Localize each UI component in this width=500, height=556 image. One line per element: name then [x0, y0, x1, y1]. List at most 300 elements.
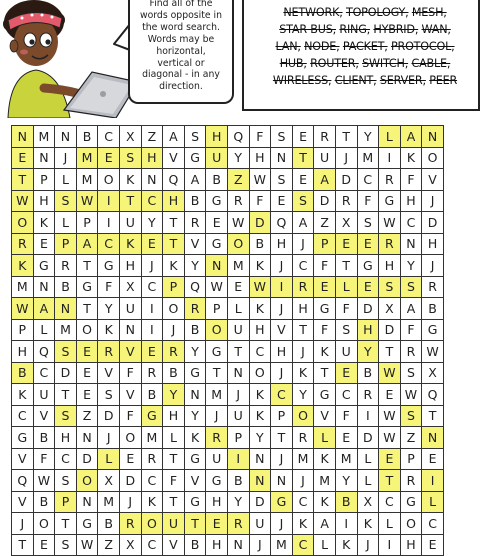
grid-cell[interactable]: T: [292, 147, 314, 169]
grid-cell[interactable]: Y: [400, 255, 422, 277]
grid-cell[interactable]: M: [314, 470, 336, 492]
grid-cell[interactable]: H: [357, 319, 379, 341]
grid-cell[interactable]: S: [400, 405, 422, 427]
grid-cell[interactable]: R: [292, 276, 314, 298]
grid-cell[interactable]: E: [119, 448, 141, 470]
grid-cell[interactable]: M: [12, 276, 34, 298]
grid-cell[interactable]: N: [119, 319, 141, 341]
grid-cell[interactable]: T: [76, 298, 98, 320]
grid-cell[interactable]: R: [98, 341, 120, 363]
grid-cell[interactable]: A: [163, 126, 185, 148]
grid-cell[interactable]: K: [400, 147, 422, 169]
grid-cell[interactable]: L: [357, 448, 379, 470]
grid-cell[interactable]: A: [76, 233, 98, 255]
grid-cell[interactable]: U: [249, 513, 271, 535]
grid-cell[interactable]: J: [141, 255, 163, 277]
grid-cell[interactable]: E: [206, 212, 228, 234]
grid-cell[interactable]: O: [400, 513, 422, 535]
grid-cell[interactable]: J: [292, 470, 314, 492]
grid-cell[interactable]: N: [184, 384, 206, 406]
grid-cell[interactable]: K: [249, 384, 271, 406]
grid-cell[interactable]: T: [163, 212, 185, 234]
grid-cell[interactable]: V: [98, 362, 120, 384]
grid-cell[interactable]: J: [335, 147, 357, 169]
grid-cell[interactable]: R: [184, 212, 206, 234]
grid-cell[interactable]: W: [12, 190, 34, 212]
grid-cell[interactable]: B: [184, 534, 206, 556]
grid-cell[interactable]: S: [357, 212, 379, 234]
grid-cell[interactable]: N: [400, 233, 422, 255]
grid-cell[interactable]: T: [271, 427, 293, 449]
grid-cell[interactable]: C: [141, 190, 163, 212]
grid-cell[interactable]: Q: [33, 341, 55, 363]
grid-cell[interactable]: T: [12, 534, 34, 556]
grid-cell[interactable]: G: [400, 491, 422, 513]
grid-cell[interactable]: Y: [357, 341, 379, 363]
grid-cell[interactable]: N: [249, 470, 271, 492]
grid-cell[interactable]: L: [422, 491, 444, 513]
grid-cell[interactable]: A: [400, 298, 422, 320]
grid-cell[interactable]: T: [314, 362, 336, 384]
grid-cell[interactable]: R: [379, 233, 401, 255]
grid-cell[interactable]: B: [184, 319, 206, 341]
grid-cell[interactable]: N: [271, 147, 293, 169]
grid-cell[interactable]: R: [55, 255, 77, 277]
grid-cell[interactable]: L: [357, 470, 379, 492]
grid-cell[interactable]: F: [249, 126, 271, 148]
grid-cell[interactable]: W: [249, 276, 271, 298]
grid-cell[interactable]: F: [119, 362, 141, 384]
grid-cell[interactable]: R: [357, 384, 379, 406]
grid-cell[interactable]: W: [379, 427, 401, 449]
grid-cell[interactable]: G: [422, 319, 444, 341]
grid-cell[interactable]: G: [314, 384, 336, 406]
grid-cell[interactable]: S: [184, 126, 206, 148]
grid-cell[interactable]: O: [98, 169, 120, 191]
grid-cell[interactable]: N: [33, 276, 55, 298]
grid-cell[interactable]: S: [271, 126, 293, 148]
grid-cell[interactable]: L: [314, 534, 336, 556]
grid-cell[interactable]: O: [76, 319, 98, 341]
grid-cell[interactable]: S: [292, 190, 314, 212]
grid-cell[interactable]: K: [119, 169, 141, 191]
grid-cell[interactable]: K: [314, 341, 336, 363]
grid-cell[interactable]: H: [163, 190, 185, 212]
grid-cell[interactable]: W: [400, 384, 422, 406]
grid-cell[interactable]: H: [271, 233, 293, 255]
grid-cell[interactable]: W: [76, 534, 98, 556]
grid-cell[interactable]: R: [119, 513, 141, 535]
grid-cell[interactable]: G: [184, 147, 206, 169]
grid-cell[interactable]: J: [55, 147, 77, 169]
grid-cell[interactable]: V: [12, 491, 34, 513]
grid-cell[interactable]: D: [357, 298, 379, 320]
grid-cell[interactable]: B: [33, 491, 55, 513]
grid-cell[interactable]: S: [400, 362, 422, 384]
grid-cell[interactable]: A: [33, 298, 55, 320]
grid-cell[interactable]: C: [55, 448, 77, 470]
grid-cell[interactable]: B: [55, 276, 77, 298]
grid-cell[interactable]: E: [12, 147, 34, 169]
grid-cell[interactable]: Q: [271, 212, 293, 234]
grid-cell[interactable]: O: [206, 319, 228, 341]
grid-cell[interactable]: S: [379, 276, 401, 298]
grid-cell[interactable]: H: [163, 405, 185, 427]
grid-cell[interactable]: B: [141, 384, 163, 406]
grid-cell[interactable]: P: [206, 298, 228, 320]
grid-cell[interactable]: H: [379, 255, 401, 277]
grid-cell[interactable]: K: [119, 233, 141, 255]
grid-cell[interactable]: H: [249, 147, 271, 169]
grid-cell[interactable]: G: [206, 233, 228, 255]
grid-cell[interactable]: Y: [227, 147, 249, 169]
grid-cell[interactable]: T: [206, 362, 228, 384]
grid-cell[interactable]: R: [141, 448, 163, 470]
grid-cell[interactable]: N: [249, 448, 271, 470]
grid-cell[interactable]: J: [271, 255, 293, 277]
grid-cell[interactable]: D: [357, 427, 379, 449]
grid-cell[interactable]: L: [33, 319, 55, 341]
grid-cell[interactable]: E: [335, 362, 357, 384]
grid-cell[interactable]: B: [98, 513, 120, 535]
grid-cell[interactable]: B: [163, 362, 185, 384]
grid-cell[interactable]: E: [227, 276, 249, 298]
grid-cell[interactable]: Y: [357, 126, 379, 148]
grid-cell[interactable]: L: [335, 276, 357, 298]
grid-cell[interactable]: D: [119, 470, 141, 492]
grid-cell[interactable]: N: [76, 491, 98, 513]
grid-cell[interactable]: O: [33, 513, 55, 535]
grid-cell[interactable]: O: [12, 212, 34, 234]
grid-cell[interactable]: W: [379, 362, 401, 384]
grid-cell[interactable]: F: [33, 448, 55, 470]
grid-cell[interactable]: V: [184, 470, 206, 492]
grid-cell[interactable]: E: [33, 534, 55, 556]
grid-cell[interactable]: R: [206, 427, 228, 449]
grid-cell[interactable]: M: [292, 448, 314, 470]
grid-cell[interactable]: D: [422, 212, 444, 234]
grid-cell[interactable]: F: [98, 276, 120, 298]
grid-cell[interactable]: N: [422, 126, 444, 148]
grid-cell[interactable]: L: [379, 513, 401, 535]
grid-cell[interactable]: T: [163, 491, 185, 513]
grid-cell[interactable]: C: [12, 405, 34, 427]
grid-cell[interactable]: P: [314, 233, 336, 255]
grid-cell[interactable]: H: [119, 255, 141, 277]
grid-cell[interactable]: X: [422, 362, 444, 384]
grid-cell[interactable]: Y: [249, 427, 271, 449]
grid-cell[interactable]: E: [357, 233, 379, 255]
grid-cell[interactable]: B: [206, 169, 228, 191]
grid-cell[interactable]: C: [271, 384, 293, 406]
grid-cell[interactable]: N: [55, 298, 77, 320]
grid-cell[interactable]: J: [119, 491, 141, 513]
grid-cell[interactable]: C: [400, 212, 422, 234]
grid-cell[interactable]: C: [292, 491, 314, 513]
grid-cell[interactable]: C: [357, 169, 379, 191]
grid-cell[interactable]: Z: [314, 212, 336, 234]
grid-cell[interactable]: F: [314, 319, 336, 341]
grid-cell[interactable]: J: [12, 513, 34, 535]
grid-cell[interactable]: E: [422, 448, 444, 470]
grid-cell[interactable]: T: [12, 169, 34, 191]
grid-cell[interactable]: I: [335, 513, 357, 535]
grid-cell[interactable]: V: [163, 534, 185, 556]
grid-cell[interactable]: T: [227, 341, 249, 363]
grid-cell[interactable]: U: [206, 448, 228, 470]
grid-cell[interactable]: X: [98, 470, 120, 492]
grid-cell[interactable]: I: [98, 212, 120, 234]
grid-cell[interactable]: M: [357, 147, 379, 169]
grid-cell[interactable]: K: [12, 255, 34, 277]
grid-cell[interactable]: E: [141, 233, 163, 255]
grid-cell[interactable]: T: [76, 255, 98, 277]
grid-cell[interactable]: E: [335, 427, 357, 449]
grid-cell[interactable]: V: [184, 233, 206, 255]
grid-cell[interactable]: L: [55, 212, 77, 234]
grid-cell[interactable]: N: [422, 427, 444, 449]
grid-cell[interactable]: L: [314, 427, 336, 449]
grid-cell[interactable]: T: [163, 233, 185, 255]
grid-cell[interactable]: D: [55, 362, 77, 384]
grid-cell[interactable]: G: [357, 255, 379, 277]
grid-cell[interactable]: P: [400, 448, 422, 470]
grid-cell[interactable]: R: [141, 362, 163, 384]
grid-cell[interactable]: L: [227, 298, 249, 320]
grid-cell[interactable]: S: [55, 341, 77, 363]
grid-cell[interactable]: K: [33, 212, 55, 234]
grid-cell[interactable]: U: [335, 341, 357, 363]
grid-cell[interactable]: D: [98, 405, 120, 427]
grid-cell[interactable]: G: [98, 255, 120, 277]
grid-cell[interactable]: R: [227, 513, 249, 535]
grid-cell[interactable]: X: [119, 126, 141, 148]
grid-cell[interactable]: T: [55, 384, 77, 406]
grid-cell[interactable]: O: [422, 147, 444, 169]
grid-cell[interactable]: G: [184, 448, 206, 470]
grid-cell[interactable]: F: [163, 470, 185, 492]
grid-cell[interactable]: M: [98, 491, 120, 513]
grid-cell[interactable]: B: [12, 362, 34, 384]
grid-cell[interactable]: H: [249, 319, 271, 341]
grid-cell[interactable]: U: [119, 212, 141, 234]
grid-cell[interactable]: G: [206, 190, 228, 212]
grid-cell[interactable]: T: [55, 513, 77, 535]
grid-cell[interactable]: R: [400, 341, 422, 363]
grid-cell[interactable]: G: [12, 427, 34, 449]
grid-cell[interactable]: G: [76, 513, 98, 535]
grid-cell[interactable]: I: [357, 405, 379, 427]
grid-cell[interactable]: C: [98, 233, 120, 255]
grid-cell[interactable]: I: [271, 276, 293, 298]
grid-cell[interactable]: R: [163, 341, 185, 363]
grid-cell[interactable]: O: [249, 362, 271, 384]
grid-cell[interactable]: V: [119, 384, 141, 406]
grid-cell[interactable]: S: [55, 405, 77, 427]
grid-cell[interactable]: O: [292, 405, 314, 427]
grid-cell[interactable]: G: [206, 341, 228, 363]
grid-cell[interactable]: S: [271, 169, 293, 191]
grid-cell[interactable]: S: [55, 470, 77, 492]
grid-cell[interactable]: J: [98, 427, 120, 449]
grid-cell[interactable]: W: [206, 276, 228, 298]
grid-cell[interactable]: E: [33, 233, 55, 255]
grid-cell[interactable]: Z: [400, 427, 422, 449]
grid-cell[interactable]: H: [422, 233, 444, 255]
grid-cell[interactable]: G: [76, 276, 98, 298]
grid-cell[interactable]: V: [33, 405, 55, 427]
grid-cell[interactable]: E: [422, 534, 444, 556]
grid-cell[interactable]: H: [33, 190, 55, 212]
grid-cell[interactable]: R: [335, 190, 357, 212]
grid-cell[interactable]: Q: [227, 126, 249, 148]
grid-cell[interactable]: Y: [184, 341, 206, 363]
grid-cell[interactable]: I: [141, 319, 163, 341]
grid-cell[interactable]: L: [379, 126, 401, 148]
grid-cell[interactable]: O: [141, 513, 163, 535]
grid-cell[interactable]: T: [163, 448, 185, 470]
grid-cell[interactable]: K: [357, 513, 379, 535]
grid-cell[interactable]: V: [422, 169, 444, 191]
grid-cell[interactable]: Y: [292, 384, 314, 406]
grid-cell[interactable]: X: [119, 534, 141, 556]
grid-cell[interactable]: T: [335, 255, 357, 277]
grid-cell[interactable]: O: [227, 233, 249, 255]
grid-cell[interactable]: S: [119, 147, 141, 169]
grid-cell[interactable]: Z: [141, 126, 163, 148]
grid-cell[interactable]: W: [379, 405, 401, 427]
grid-cell[interactable]: A: [184, 169, 206, 191]
grid-cell[interactable]: K: [335, 534, 357, 556]
grid-cell[interactable]: J: [227, 384, 249, 406]
grid-cell[interactable]: G: [271, 491, 293, 513]
grid-cell[interactable]: H: [206, 126, 228, 148]
grid-cell[interactable]: E: [141, 341, 163, 363]
grid-cell[interactable]: X: [119, 276, 141, 298]
grid-cell[interactable]: B: [249, 233, 271, 255]
grid-cell[interactable]: B: [184, 190, 206, 212]
grid-cell[interactable]: T: [184, 513, 206, 535]
grid-cell[interactable]: E: [379, 384, 401, 406]
grid-cell[interactable]: L: [163, 427, 185, 449]
grid-cell[interactable]: Q: [163, 169, 185, 191]
grid-cell[interactable]: W: [227, 212, 249, 234]
grid-cell[interactable]: P: [12, 319, 34, 341]
grid-cell[interactable]: O: [119, 427, 141, 449]
grid-cell[interactable]: N: [271, 470, 293, 492]
grid-cell[interactable]: K: [184, 427, 206, 449]
grid-cell[interactable]: C: [141, 276, 163, 298]
grid-cell[interactable]: I: [379, 534, 401, 556]
grid-cell[interactable]: S: [400, 276, 422, 298]
grid-cell[interactable]: I: [379, 147, 401, 169]
grid-cell[interactable]: K: [292, 362, 314, 384]
grid-cell[interactable]: B: [33, 427, 55, 449]
grid-cell[interactable]: E: [76, 362, 98, 384]
grid-cell[interactable]: B: [227, 470, 249, 492]
grid-cell[interactable]: Z: [76, 405, 98, 427]
grid-cell[interactable]: C: [33, 362, 55, 384]
grid-cell[interactable]: J: [206, 405, 228, 427]
grid-cell[interactable]: J: [271, 298, 293, 320]
grid-cell[interactable]: V: [271, 319, 293, 341]
grid-cell[interactable]: C: [292, 534, 314, 556]
grid-cell[interactable]: I: [98, 190, 120, 212]
grid-cell[interactable]: K: [163, 255, 185, 277]
grid-cell[interactable]: K: [249, 255, 271, 277]
grid-cell[interactable]: H: [12, 341, 34, 363]
grid-cell[interactable]: U: [119, 298, 141, 320]
grid-cell[interactable]: K: [249, 298, 271, 320]
grid-cell[interactable]: M: [271, 534, 293, 556]
grid-cell[interactable]: I: [227, 448, 249, 470]
grid-cell[interactable]: W: [249, 169, 271, 191]
grid-cell[interactable]: I: [141, 298, 163, 320]
grid-cell[interactable]: C: [335, 384, 357, 406]
grid-cell[interactable]: X: [357, 491, 379, 513]
grid-cell[interactable]: U: [33, 384, 55, 406]
grid-cell[interactable]: M: [141, 427, 163, 449]
grid-cell[interactable]: E: [76, 341, 98, 363]
grid-cell[interactable]: E: [271, 190, 293, 212]
grid-cell[interactable]: Y: [227, 491, 249, 513]
grid-cell[interactable]: U: [227, 405, 249, 427]
grid-cell[interactable]: K: [12, 384, 34, 406]
grid-cell[interactable]: O: [76, 470, 98, 492]
grid-cell[interactable]: A: [400, 126, 422, 148]
grid-cell[interactable]: N: [227, 362, 249, 384]
grid-cell[interactable]: U: [314, 147, 336, 169]
grid-cell[interactable]: T: [379, 470, 401, 492]
grid-cell[interactable]: D: [249, 491, 271, 513]
grid-cell[interactable]: H: [55, 427, 77, 449]
grid-cell[interactable]: S: [335, 319, 357, 341]
grid-cell[interactable]: J: [357, 534, 379, 556]
grid-cell[interactable]: Y: [141, 212, 163, 234]
grid-cell[interactable]: H: [206, 491, 228, 513]
grid-cell[interactable]: E: [292, 126, 314, 148]
grid-cell[interactable]: W: [33, 470, 55, 492]
grid-cell[interactable]: Z: [227, 169, 249, 191]
grid-cell[interactable]: Y: [98, 298, 120, 320]
grid-cell[interactable]: E: [292, 169, 314, 191]
grid-cell[interactable]: J: [292, 341, 314, 363]
grid-cell[interactable]: B: [357, 362, 379, 384]
grid-cell[interactable]: N: [227, 534, 249, 556]
grid-cell[interactable]: P: [163, 276, 185, 298]
grid-cell[interactable]: T: [379, 341, 401, 363]
grid-cell[interactable]: P: [76, 212, 98, 234]
grid-cell[interactable]: D: [249, 212, 271, 234]
grid-cell[interactable]: J: [271, 513, 293, 535]
grid-cell[interactable]: E: [335, 233, 357, 255]
grid-cell[interactable]: V: [314, 405, 336, 427]
grid-cell[interactable]: R: [400, 470, 422, 492]
grid-cell[interactable]: M: [227, 255, 249, 277]
grid-cell[interactable]: I: [422, 470, 444, 492]
grid-cell[interactable]: D: [379, 319, 401, 341]
grid-cell[interactable]: E: [357, 276, 379, 298]
grid-cell[interactable]: R: [184, 298, 206, 320]
grid-cell[interactable]: M: [335, 448, 357, 470]
grid-cell[interactable]: T: [335, 126, 357, 148]
grid-cell[interactable]: J: [422, 190, 444, 212]
grid-cell[interactable]: S: [55, 534, 77, 556]
grid-cell[interactable]: V: [119, 341, 141, 363]
grid-cell[interactable]: U: [163, 513, 185, 535]
grid-cell[interactable]: K: [98, 319, 120, 341]
grid-cell[interactable]: H: [400, 534, 422, 556]
